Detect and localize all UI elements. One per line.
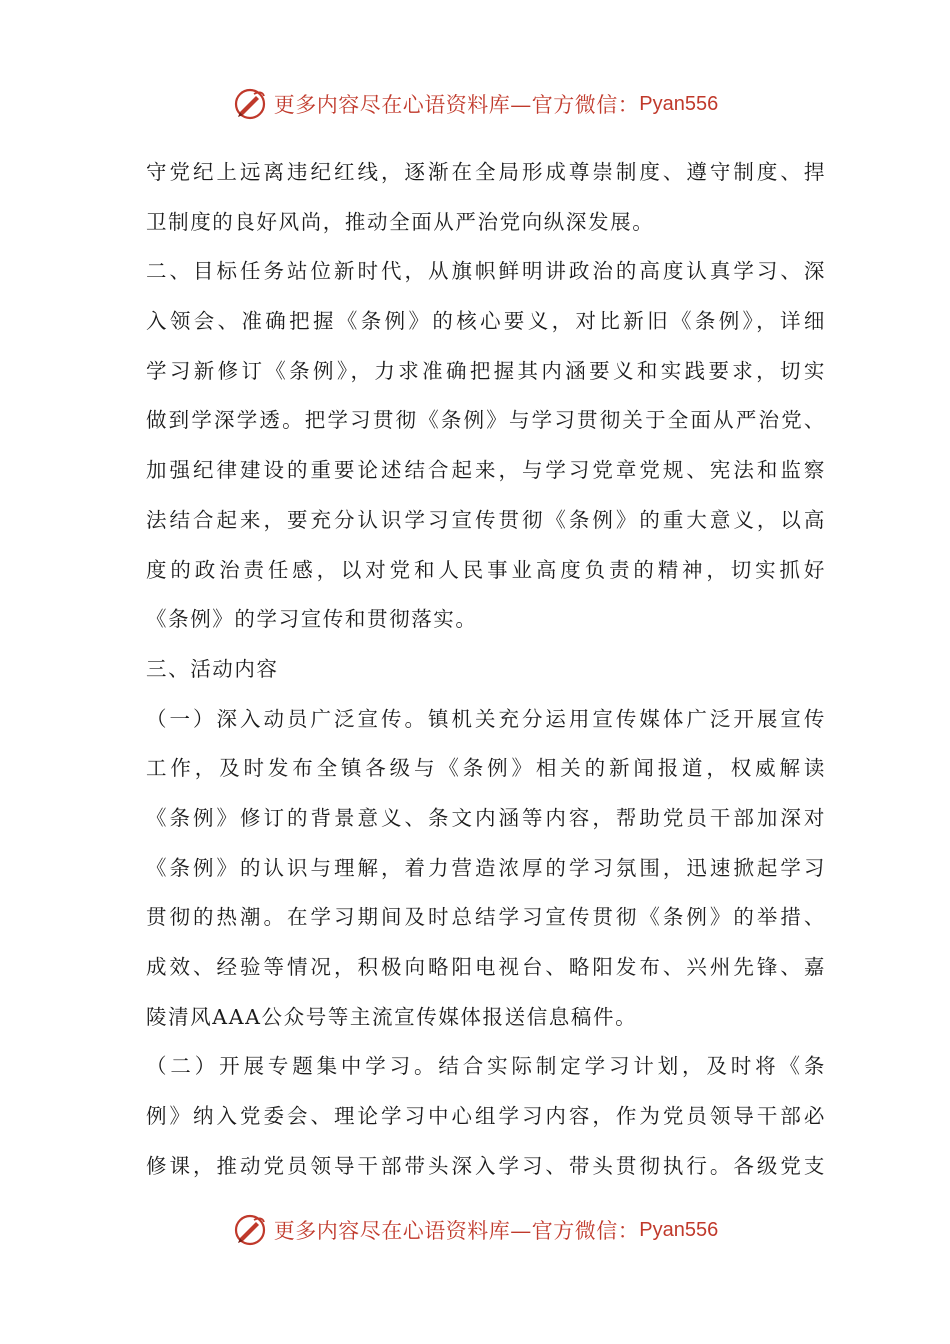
body-line: 工作，及时发布全镇各级与《条例》相关的新闻报道，权威解读 <box>146 756 826 781</box>
body-line: （二）开展专题集中学习。结合实际制定学习计划，及时将《条 <box>146 1054 826 1079</box>
body-line: 入领会、准确把握《条例》的核心要义，对比新旧《条例》，详细 <box>146 309 826 334</box>
footer-banner <box>0 1208 950 1252</box>
body-line: 卫制度的良好风尚，推动全面从严治党向纵深发展。 <box>146 209 655 234</box>
footer-banner-wechat-id: Pyan556 <box>639 1218 719 1241</box>
body-line: 贯彻的热潮。在学习期间及时总结学习宣传贯彻《条例》的举措、 <box>146 905 826 930</box>
footer-banner-text: 更多内容尽在心语资料库—官方微信： <box>273 1219 640 1243</box>
body-line: 做到学深学透。把学习贯彻《条例》与学习贯彻关于全面从严治党、 <box>146 408 826 433</box>
body-line: 度的政治责任感，以对党和人民事业高度负责的精神，切实抓好 <box>146 557 826 582</box>
body-line: 陵清风AAA公众号等主流宣传媒体报送信息稿件。 <box>146 1004 638 1029</box>
body-line: 加强纪律建设的重要论述结合起来，与学习党章党规、宪法和监察 <box>146 458 826 483</box>
body-line: 学习新修订《条例》，力求准确把握其内涵要义和实践要求，切实 <box>146 358 826 383</box>
section-heading: 三、活动内容 <box>146 656 279 681</box>
body-line: 《条例》的学习宣传和贯彻落实。 <box>146 607 478 632</box>
body-line: 二、目标任务站位新时代，从旗帜鲜明讲政治的高度认真学习、深 <box>146 259 826 284</box>
pen-logo-icon <box>232 86 268 122</box>
header-banner <box>0 82 950 126</box>
document-body <box>146 148 826 1191</box>
body-line: 例》纳入党委会、理论学习中心组学习内容，作为党员领导干部必 <box>146 1104 826 1129</box>
body-line: 成效、经验等情况，积极向略阳电视台、略阳发布、兴州先锋、嘉 <box>146 955 826 979</box>
body-line: 《条例》的认识与理解，着力营造浓厚的学习氛围，迅速掀起学习 <box>146 855 826 880</box>
body-line: （一）深入动员广泛宣传。镇机关充分运用宣传媒体广泛开展宣传 <box>146 706 826 731</box>
header-banner-text: 更多内容尽在心语资料库—官方微信： <box>273 93 640 117</box>
body-line: 《条例》修订的背景意义、条文内涵等内容，帮助党员干部加深对 <box>146 805 826 830</box>
pen-logo-icon <box>232 1212 268 1248</box>
body-line: 法结合起来，要充分认识学习宣传贯彻《条例》的重大意义，以高 <box>146 507 826 532</box>
body-line: 修课，推动党员领导干部带头深入学习、带头贯彻执行。各级党支 <box>146 1153 826 1178</box>
body-line: 守党纪上远离违纪红线，逐渐在全局形成尊崇制度、遵守制度、捍 <box>146 160 826 184</box>
header-banner-wechat-id: Pyan556 <box>639 92 719 115</box>
